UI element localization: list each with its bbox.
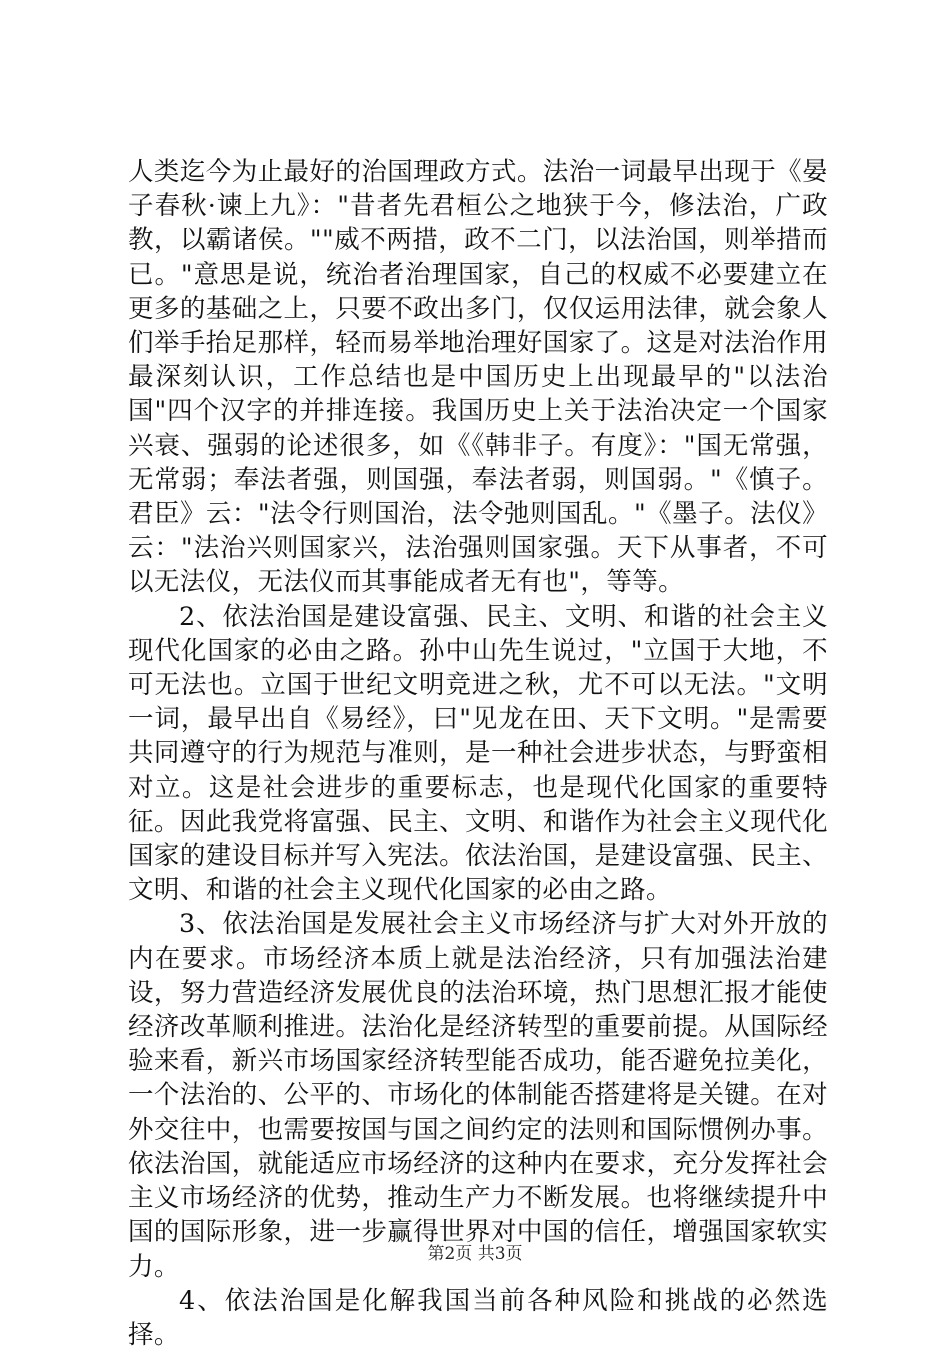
- document-body: [128, 155, 828, 1352]
- paragraph-2: 2、依法治国是建设富强、民主、文明、和谐的社会主义现代化国家的必由之路。孙中山先生说过，"立国于大地，不可无法也。立国于世纪文明竞进之秋，尤不可以无法。"文明一词，最早出自《易经》，曰"见龙在田、天下文明。"是需要共同遵守的行为规范与准则，是一种社会进步状态，与野蛮相对立。这是社会进步的重要标志，也是现代化国家的重要特征。因此我党将富强、民主、文明、和谐作为社会主义现代化国家的建设目标并写入宪法。依法治国，是建设富强、民主、文明、和谐的社会主义现代化国家的必由之路。: [128, 601, 828, 906]
- page-number-footer: 第2页 共3页: [427, 1244, 523, 1264]
- paragraph-1: 人类迄今为止最好的治国理政方式。法治一词最早出现于《晏子春秋·谏上九》："昔者先君桓公之地狭于今，修法治，广政教，以霸诸侯。""威不两措，政不二门，以法治国，则举措而已。"意思是说，统治者治理国家，自己的权威不必要建立在更多的基础之上，只要不政出多门，仅仅运用法律，就会象人们举手抬足那样，轻而易举地治理好国家了。这是对法治作用最深刻认识，工作总结也是中国历史上出现最早的"以法治国"四个汉字的并排连接。我国历史上关于法治决定一个国家兴衰、强弱的论述很多，如《《韩非子。有度》："国无常强，无常弱；奉法者强，则国强，奉法者弱，则国弱。"《慎子。君臣》云："法令行则国治，法令弛则国乱。"《墨子。法仪》云："法治兴则国家兴，法治强则国家强。天下从事者，不可以无法仪，无法仪而其事能成者无有也"，等等。: [128, 157, 828, 598]
- paragraph-3: 3、依法治国是发展社会主义市场经济与扩大对外开放的内在要求。市场经济本质上就是法治经济，只有加强法治建设，努力营造经济发展优良的法治环境，热门思想汇报才能使经济改革顺利推进。法治化是经济转型的重要前提。从国际经验来看，新兴市场国家经济转型能否成功，能否避免拉美化，一个法治的、公平的、市场化的体制能否搭建将是关键。在对外交往中，也需要按国与国之间约定的法则和国际惯例办事。依法治国，就能适应市场经济的这种内在要求，充分发挥社会主义市场经济的优势，推动生产力不断发展。也将继续提升中国的国际形象，进一步赢得世界对中国的信任，增强国家软实力。: [128, 909, 828, 1282]
- paragraph-4: 4、依法治国是化解我国当前各种风险和挑战的必然选择。: [128, 1285, 828, 1350]
